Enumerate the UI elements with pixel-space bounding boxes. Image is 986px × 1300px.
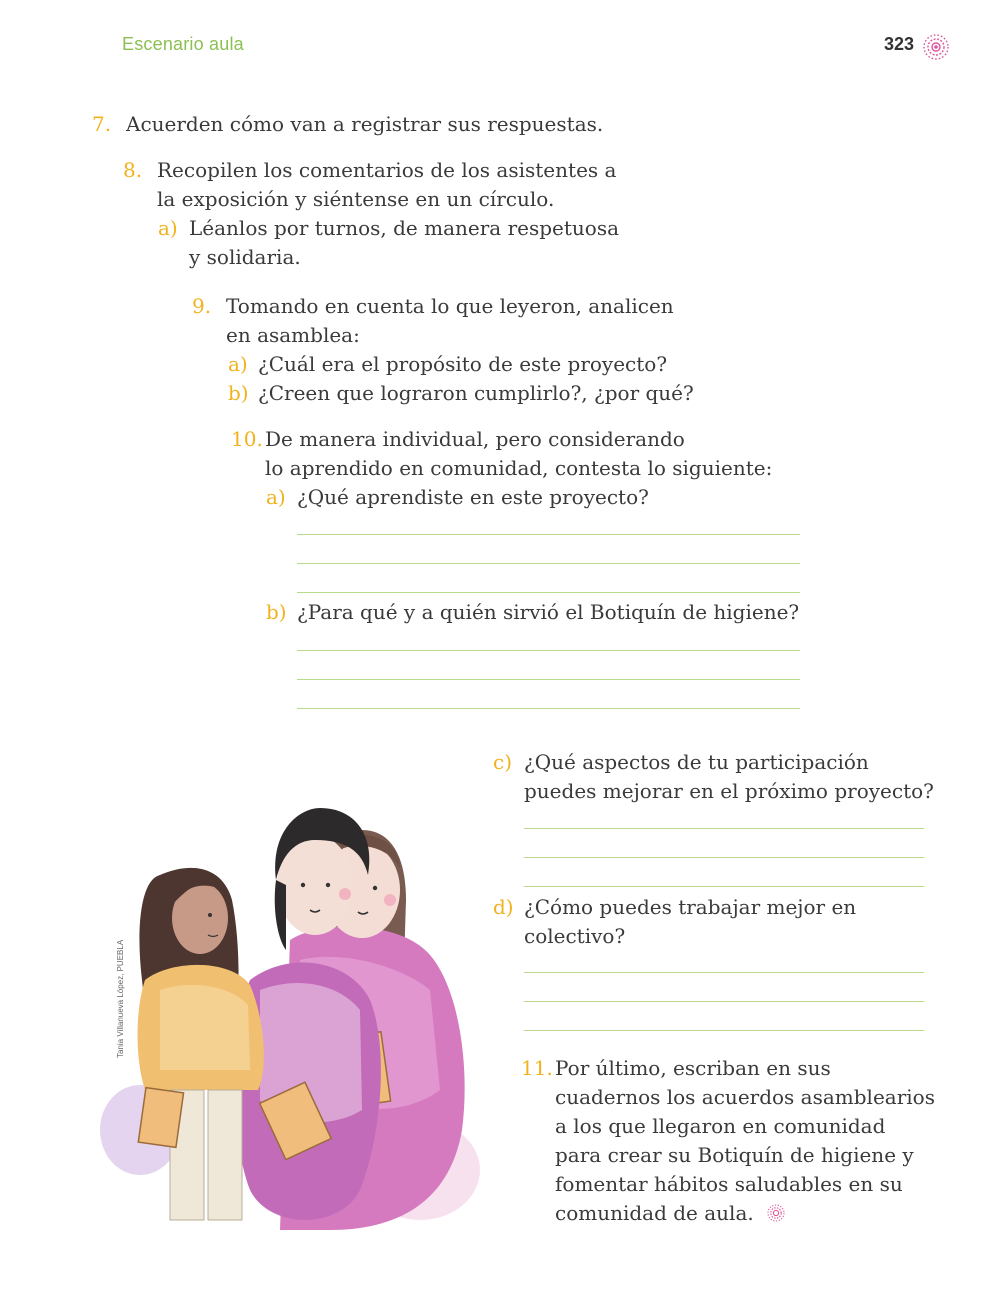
question-text-line: la exposición y siéntense en un círculo. [157, 187, 555, 211]
answer-line[interactable] [297, 534, 800, 535]
question-text-line: Tomando en cuenta lo que leyeron, analicen [226, 294, 674, 318]
answer-line[interactable] [524, 857, 924, 858]
question-text-line: en asamblea: [226, 323, 360, 347]
question-text-line: Recopilen los comentarios de los asistentes a [157, 158, 617, 182]
subitem-text-line: Léanlos por turnos, de manera respetuosa [189, 216, 620, 240]
subitem-label: a) [228, 352, 248, 376]
subitem-text-line: ¿Cómo puedes trabajar mejor en [524, 895, 857, 919]
mandala-icon [920, 31, 952, 63]
question-text-line: cuadernos los acuerdos asamblearios [555, 1085, 935, 1109]
answer-line[interactable] [297, 592, 800, 593]
subitem-10d [493, 893, 856, 951]
answer-line[interactable] [297, 708, 800, 709]
subitem-text-line: ¿Qué aspectos de tu participación [524, 750, 869, 774]
subitem-text: ¿Qué aprendiste en este proyecto? [297, 485, 649, 509]
section-title: Escenario aula [122, 34, 244, 54]
question-8 [123, 156, 619, 272]
subitem-10b [266, 598, 799, 627]
subitem-text-line: y solidaria. [189, 245, 301, 269]
subitem-label: c) [493, 750, 513, 774]
question-text-line: comunidad de aula. [555, 1201, 754, 1225]
mandala-end-icon [766, 1203, 786, 1223]
answer-line[interactable] [524, 828, 924, 829]
subitem-text: ¿Para qué y a quién sirvió el Botiquín de higiene? [297, 600, 800, 624]
subitem-text: ¿Cuál era el propósito de este proyecto? [258, 352, 668, 376]
answer-line[interactable] [524, 1001, 924, 1002]
illustration-three-people [100, 790, 480, 1230]
subitem-text: ¿Creen que lograron cumplirlo?, ¿por qué? [258, 381, 694, 405]
answer-line[interactable] [524, 1030, 924, 1031]
subitem-label: d) [493, 895, 514, 919]
subitem-text-line: colectivo? [524, 924, 626, 948]
question-text-line: lo aprendido en comunidad, contesta lo siguiente: [265, 456, 773, 480]
subitem-text-line: puedes mejorar en el próximo proyecto? [524, 779, 934, 803]
question-number: 8. [123, 158, 143, 182]
question-text: Acuerden cómo van a registrar sus respuestas. [126, 112, 604, 136]
answer-line[interactable] [524, 972, 924, 973]
answer-line[interactable] [524, 886, 924, 887]
illustration-credit: Tania Villanueva López, PUEBLA [116, 939, 125, 1058]
answer-line[interactable] [297, 650, 800, 651]
subitem-label: a) [266, 485, 286, 509]
question-number: 11. [521, 1056, 553, 1080]
question-text-line: De manera individual, pero considerando [265, 427, 685, 451]
page-number: 323 [884, 34, 915, 54]
question-text-line: Por último, escriban en sus [555, 1056, 831, 1080]
question-11 [521, 1054, 935, 1228]
subitem-label: a) [158, 216, 178, 240]
question-number: 9. [192, 294, 212, 318]
question-number: 7. [92, 112, 112, 136]
question-9 [192, 292, 694, 408]
question-text-line: para crear su Botiquín de higiene y [555, 1143, 914, 1167]
answer-line[interactable] [297, 679, 800, 680]
subitem-10c [493, 748, 934, 806]
question-number: 10. [231, 427, 263, 451]
question-text-line: a los que llegaron en comunidad [555, 1114, 886, 1138]
subitem-label: b) [266, 600, 287, 624]
question-text-line: fomentar hábitos saludables en su [555, 1172, 903, 1196]
subitem-label: b) [228, 381, 249, 405]
question-10 [231, 425, 772, 512]
question-7 [92, 110, 603, 139]
answer-line[interactable] [297, 563, 800, 564]
